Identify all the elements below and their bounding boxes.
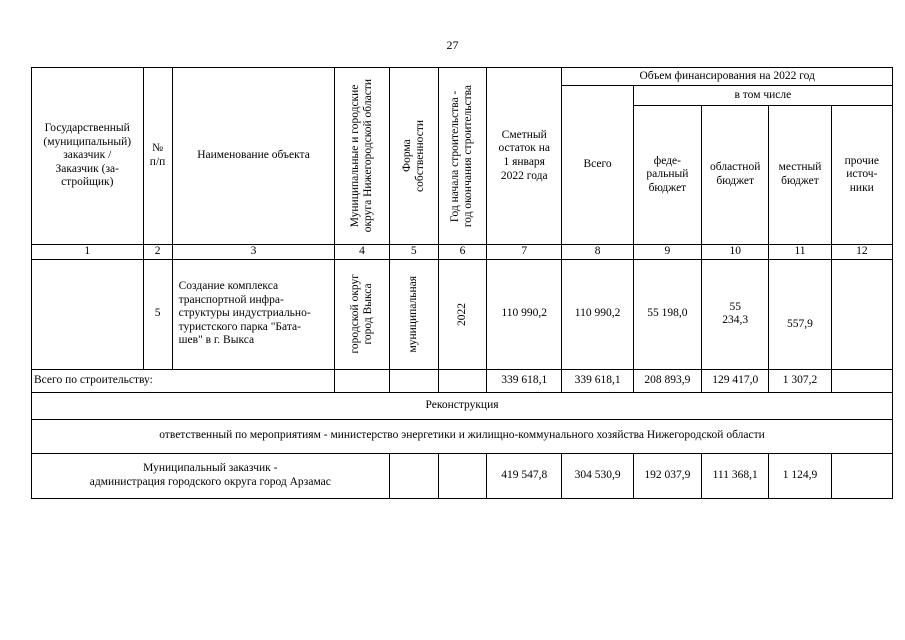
- col-number: 4: [335, 245, 389, 260]
- page-number: 27: [446, 38, 459, 52]
- header-other: прочие источ- ники: [831, 106, 892, 245]
- col-number: 3: [172, 245, 335, 260]
- total-regional: 129 417,0: [702, 369, 769, 392]
- cell-ownership: муниципальная: [389, 259, 438, 369]
- total-local: 1 307,2: [769, 369, 831, 392]
- cell-federal: 55 198,0: [633, 259, 701, 369]
- col-number: 5: [389, 245, 438, 260]
- arzamas-local: 1 124,9: [769, 453, 831, 498]
- cell-regional: 55 234,3: [702, 259, 769, 369]
- cell-customer: [32, 259, 144, 369]
- total-other: [831, 369, 892, 392]
- arzamas-federal: 192 037,9: [633, 453, 701, 498]
- arzamas-regional: 111 368,1: [702, 453, 769, 498]
- cell-other: [831, 259, 892, 369]
- table-row-object: [32, 259, 893, 369]
- header-customer: Государственный (муниципальный) заказчик / Заказчик (за- стройщик): [32, 68, 144, 245]
- total-label: Всего по строительству:: [32, 369, 335, 392]
- cell-num: 5: [143, 259, 172, 369]
- total-estimate: 339 618,1: [487, 369, 562, 392]
- cell-empty: [389, 453, 438, 498]
- arzamas-other: [831, 453, 892, 498]
- col-number: 11: [769, 245, 831, 260]
- header-ownership: Форма собственности: [389, 68, 438, 245]
- cell-local: 557,9: [769, 259, 831, 369]
- arzamas-estimate: 419 547,8: [487, 453, 562, 498]
- col-number: 6: [438, 245, 486, 260]
- header-including: в том числе: [633, 86, 892, 106]
- cell-object-name: Создание комплекса транспортной инфра- структуры индустриально- туристского парка "Бата- шев" в г. Выкса: [172, 259, 335, 369]
- cell-empty: [389, 369, 438, 392]
- total-federal: 208 893,9: [633, 369, 701, 392]
- header-federal: феде- ральный бюджет: [633, 106, 701, 245]
- arzamas-label: Муниципальный заказчик - администрация городского округа город Арзамас: [32, 453, 390, 498]
- col-number: 7: [487, 245, 562, 260]
- header-regional: областной бюджет: [702, 106, 769, 245]
- total-total: 339 618,1: [562, 369, 633, 392]
- col-number: 1: [32, 245, 144, 260]
- arzamas-total: 304 530,9: [562, 453, 633, 498]
- cell-empty: [438, 369, 486, 392]
- cell-empty: [438, 453, 486, 498]
- section-title: Реконструкция: [32, 392, 893, 419]
- header-municipality: Муниципальные и городские округа Нижегородской области: [335, 68, 389, 245]
- table-row-arzamas: [32, 453, 893, 498]
- responsible-row: [32, 419, 893, 453]
- cell-estimate: 110 990,2: [487, 259, 562, 369]
- responsible-text: ответственный по мероприятиям - министерство энергетики и жилищно-коммунального хозяйства Нижегородской области: [32, 419, 893, 453]
- cell-total: 110 990,2: [562, 259, 633, 369]
- header-years: Год начала строительства - год окончания строительства: [438, 68, 486, 245]
- table-row-total: [32, 369, 893, 392]
- col-number: 10: [702, 245, 769, 260]
- header-object-name: Наименование объекта: [172, 68, 335, 245]
- header-funding: Объем финансирования на 2022 год: [562, 68, 893, 86]
- cell-empty: [335, 369, 389, 392]
- header-num: № п/п: [143, 68, 172, 245]
- col-number: 8: [562, 245, 633, 260]
- col-number: 12: [831, 245, 892, 260]
- header-local: местный бюджет: [769, 106, 831, 245]
- cell-years: 2022: [438, 259, 486, 369]
- cell-municipality: городской округ город Выкса: [335, 259, 389, 369]
- header-estimate: Сметный остаток на 1 января 2022 года: [487, 68, 562, 245]
- header-total: Всего: [562, 86, 633, 245]
- section-row: [32, 392, 893, 419]
- column-number-row: [32, 245, 893, 260]
- col-number: 9: [633, 245, 701, 260]
- financing-table: [31, 67, 893, 499]
- col-number: 2: [143, 245, 172, 260]
